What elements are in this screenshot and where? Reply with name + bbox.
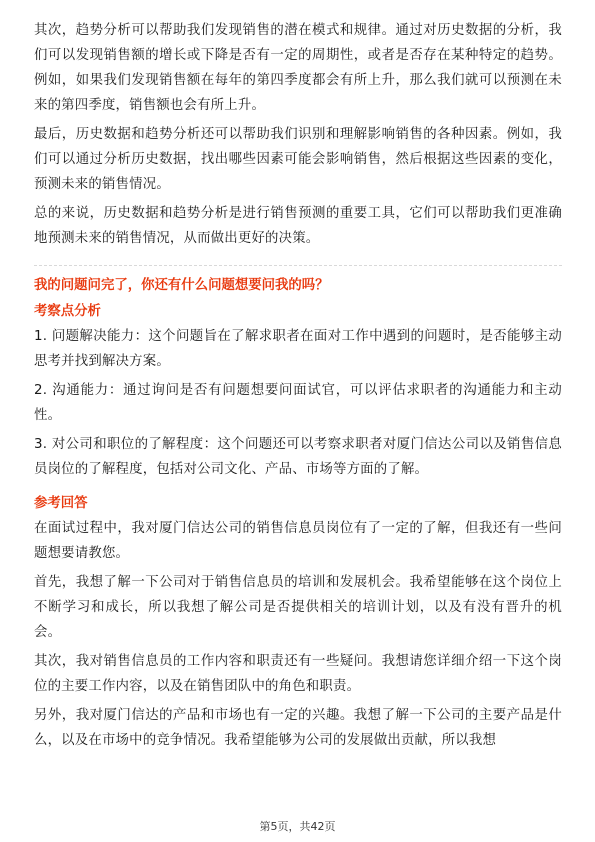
intro-paragraph-factors: 最后，历史数据和趋势分析还可以帮助我们识别和理解影响销售的各种因素。例如，我们可以通过分析历史数据，找出哪些因素可能会影响销售，然后根据这些因素的变化，预测未来的销售情况。: [34, 127, 562, 192]
answer-paragraph-training: 首先，我想了解一下公司对于销售信息员的培训和发展机会。我希望能够在这个岗位上不断学习和成长，所以我想了解公司是否提供相关的培训计划，以及有没有晋升的机会。: [34, 575, 562, 640]
analysis-heading: 考察点分析: [34, 304, 101, 319]
answer-paragraph-duties: 其次，我对销售信息员的工作内容和职责还有一些疑问。我想请您详细介绍一下这个岗位的主要工作内容，以及在销售团队中的角色和职责。: [34, 654, 562, 694]
page-number: 第5页，共42页: [259, 820, 336, 833]
answer-paragraph-products: 另外，我对厦门信达的产品和市场也有一定的兴趣。我想了解一下公司的主要产品是什么，以及在市场中的竞争情况。我希望能够为公司的发展做出贡献，所以我想: [34, 708, 562, 748]
section-divider: [34, 265, 562, 266]
answer-paragraph-intro: 在面试过程中，我对厦门信达公司的销售信息员岗位有了一定的了解，但我还有一些问题想要请教您。: [34, 521, 562, 561]
answer-heading: 参考回答: [34, 496, 88, 511]
document-page: [34, 18, 562, 757]
interview-question: 我的问题问完了，你还有什么问题想要问我的吗？: [34, 278, 329, 293]
intro-paragraph-trend: 其次，趋势分析可以帮助我们发现销售的潜在模式和规律。通过对历史数据的分析，我们可以发现销售额的增长或下降是否有一定的周期性，或者是否存在某种特定的趋势。例如，如果我们发现销售额在每年的第四季度都会有所上升，那么我们就可以预测在未来的第四季度，销售额也会有所上升。: [34, 23, 562, 113]
intro-paragraph-summary: 总的来说，历史数据和趋势分析是进行销售预测的重要工具，它们可以帮助我们更准确地预测未来的销售情况，从而做出更好的决策。: [34, 206, 562, 246]
analysis-item-problem-solving: 1. 问题解决能力：这个问题旨在了解求职者在面对工作中遇到的问题时，是否能够主动思考并找到解决方案。: [34, 329, 562, 369]
analysis-item-company-knowledge: 3. 对公司和职位的了解程度：这个问题还可以考察求职者对厦门信达公司以及销售信息员岗位的了解程度，包括对公司文化、产品、市场等方面的了解。: [34, 437, 562, 477]
analysis-item-communication: 2. 沟通能力：通过询问是否有问题想要问面试官，可以评估求职者的沟通能力和主动性。: [34, 383, 562, 423]
